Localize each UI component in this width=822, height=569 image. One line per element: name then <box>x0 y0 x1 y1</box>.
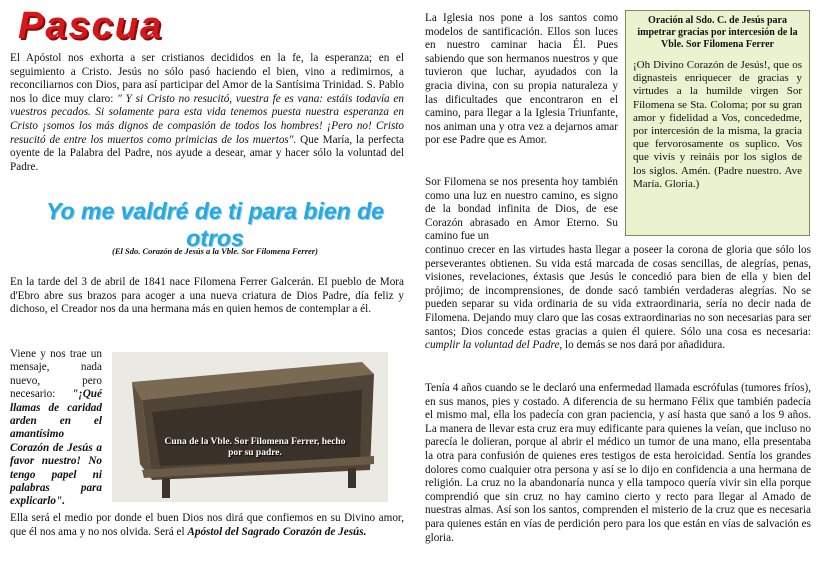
apostle-paragraph <box>10 512 404 539</box>
cradle-photo <box>112 352 388 502</box>
birth-paragraph: En la tarde del 3 de abril de 1841 nace Filomena Ferrer Galcerán. El pueblo de Mora d'Ebro abre sus brazos para acoger a una nueva criatura de Dios Padre, día feliz y dichoso, el Creador nos da una hermana más en quien hemos de contemplar a él. <box>10 276 404 316</box>
apostle-text: Ella será el medio por donde el buen Dios nos dirá que confiemos en su Divino amor, que él nos ama y no nos olvida. Será el <box>10 512 404 538</box>
illness-paragraph: Tenía 4 años cuando se le declaró una enfermedad llamada escrófulas (tumores fríos), en sus manos, pies y costado. A diferencia de su hermano Félix que también padecía el mismo mal, ella los padecía con gran paciencia, y así hasta que sanó a los 9 años. La manera de llevar esta cruz era muy edificante para quienes la veían, que incluso no parecía le dolieran, porque al abrir el médico un tumor de una mano, ella presentaba la otra para confusión de quienes eres testigos de esta heroicidad. Sentía los grandes dolores como cualquier otra persona y así se lo dijo en confidencia a una hermana de religión. La cruz no la abandonaría nunca y ella tampoco quería vivir sin ella porque comprendió que sin cruz no hay camino cierto y recto para llegar al Amado de nuestras almas. Así son los santos, comprenden el misterio de la cruz que es necesaria para quienes están en vías de perdición pero para los que están en vías de salvación es gloria. <box>425 382 811 544</box>
motto-heading: Yo me valdré de ti para bien de otros <box>46 198 384 251</box>
page-title: Pascua <box>18 5 164 47</box>
filomena-paragraph-start: Sor Filomena se nos presenta hoy también como una luz en nuestro camino, es signo de la bondad infinita de Dios, de ese Corazón abrasado en Amor Eterno. Su camino fue un <box>425 176 618 243</box>
saints-paragraph: La Iglesia nos pone a los santos como modelos de santificación. Ellos son luces en nuestro caminar hacia Él. Pues sabiendo que son hermanos nuestros y que tuvieron que luchar, ayudados con la gracia divina, con su propia naturaleza y las dificultades que encontraron en el camino, para llegar a la Iglesia Triunfante, nos animan una y otra vez a dejarnos amar por ese Padre que es Amor. <box>425 12 618 147</box>
filomena-emphasis: cumplir la voluntad del Padre, <box>425 339 563 352</box>
intro-paragraph <box>10 52 404 174</box>
intro-quote: " Y si Cristo no resucitó, vuestra fe es vana: estáis todavía en vuestros pecados. Si solamente para esta vida tenemos puesta nuestra esperanza en Cristo ¡somos los más dignos de compasión de todos los hombres! ¡Pero no! Cristo resucitó de entre los muertos como primicias de los muertos". <box>10 92 404 146</box>
cradle-illustration <box>112 352 388 502</box>
apostle-emphasis: Apóstol del Sagrado Corazón de Jesús. <box>187 525 367 538</box>
filomena-text-end: lo demás se nos dará por añadidura. <box>562 339 726 352</box>
prayer-title: Oración al Sdo. C. de Jesús para impetrar gracias por intercesión de la Vble. Sor Filomena Ferrer <box>637 15 798 50</box>
prayer-box <box>625 10 810 236</box>
filomena-text: continuo crecer en las virtudes hasta llegar a poseer la corona de gloria que sólo los perseverantes obtienen. Su vida está marcada de cosas sencillas, de alegrías, penas, visiones, revelaciones, éxtasis que Jesús le concedió para bien de ella y bien del prójimo; de incomprensiones, de donde sacó también verdaderas alegrías. No se pueden separar su vida ordinaria de su vida extraordinaria, sería no decir nada de Filomena. Dejando muy claro que las cosas extraordinarias no son necesarias para ser santos; Dios concede estas gracias a quien él quiere. Sólo una cosa es necesaria: <box>425 244 811 338</box>
prayer-body: ¡Oh Divino Corazón de Jesús!, que os dignasteis enriquecer de gracias y virtudes a la humilde virgen Sor Filomena se Sta. Coloma; por su gran amor y fidelidad a Vos, concededme, por intercesión de la misma, la gracia que fervorosamente os suplico. Vos que vivís y reináis por los siglos de los siglos. Amén. (Padre nuestro. Ave María. Gloria.) <box>633 59 802 190</box>
intro-text-end: Que María, la perfecta oyente de la Palabra del Padre, nos ayude a desear, amar y hacer sólo la voluntad del Padre. <box>10 133 404 173</box>
message-quote: "¡Qué llamas de caridad arden en el amantísimo Corazón de Jesús a favor nuestro! No tengo papel ni palabras para explicarlo". <box>10 388 102 508</box>
message-paragraph <box>10 348 102 509</box>
filomena-paragraph <box>425 244 811 353</box>
message-text: Viene y nos trae un mensaje, nada nuevo, pero necesario: <box>10 348 102 401</box>
intro-text: El Apóstol nos exhorta a ser cristianos decididos en la fe, la esperanza; en el seguimiento a Cristo. Jesús no sólo pasó haciendo el bien, vino a redimirnos, a reconciliarnos con Dios, para así participar del Amor de la Santísima Trinidad. S. Pablo nos lo dice muy claro: <box>10 52 404 105</box>
photo-caption: Cuna de la Vble. Sor Filomena Ferrer, hecho por su padre. <box>164 437 346 458</box>
motto-source: (El Sdo. Corazón de Jesús a la Vble. Sor Filomena Ferrer) <box>112 246 318 256</box>
